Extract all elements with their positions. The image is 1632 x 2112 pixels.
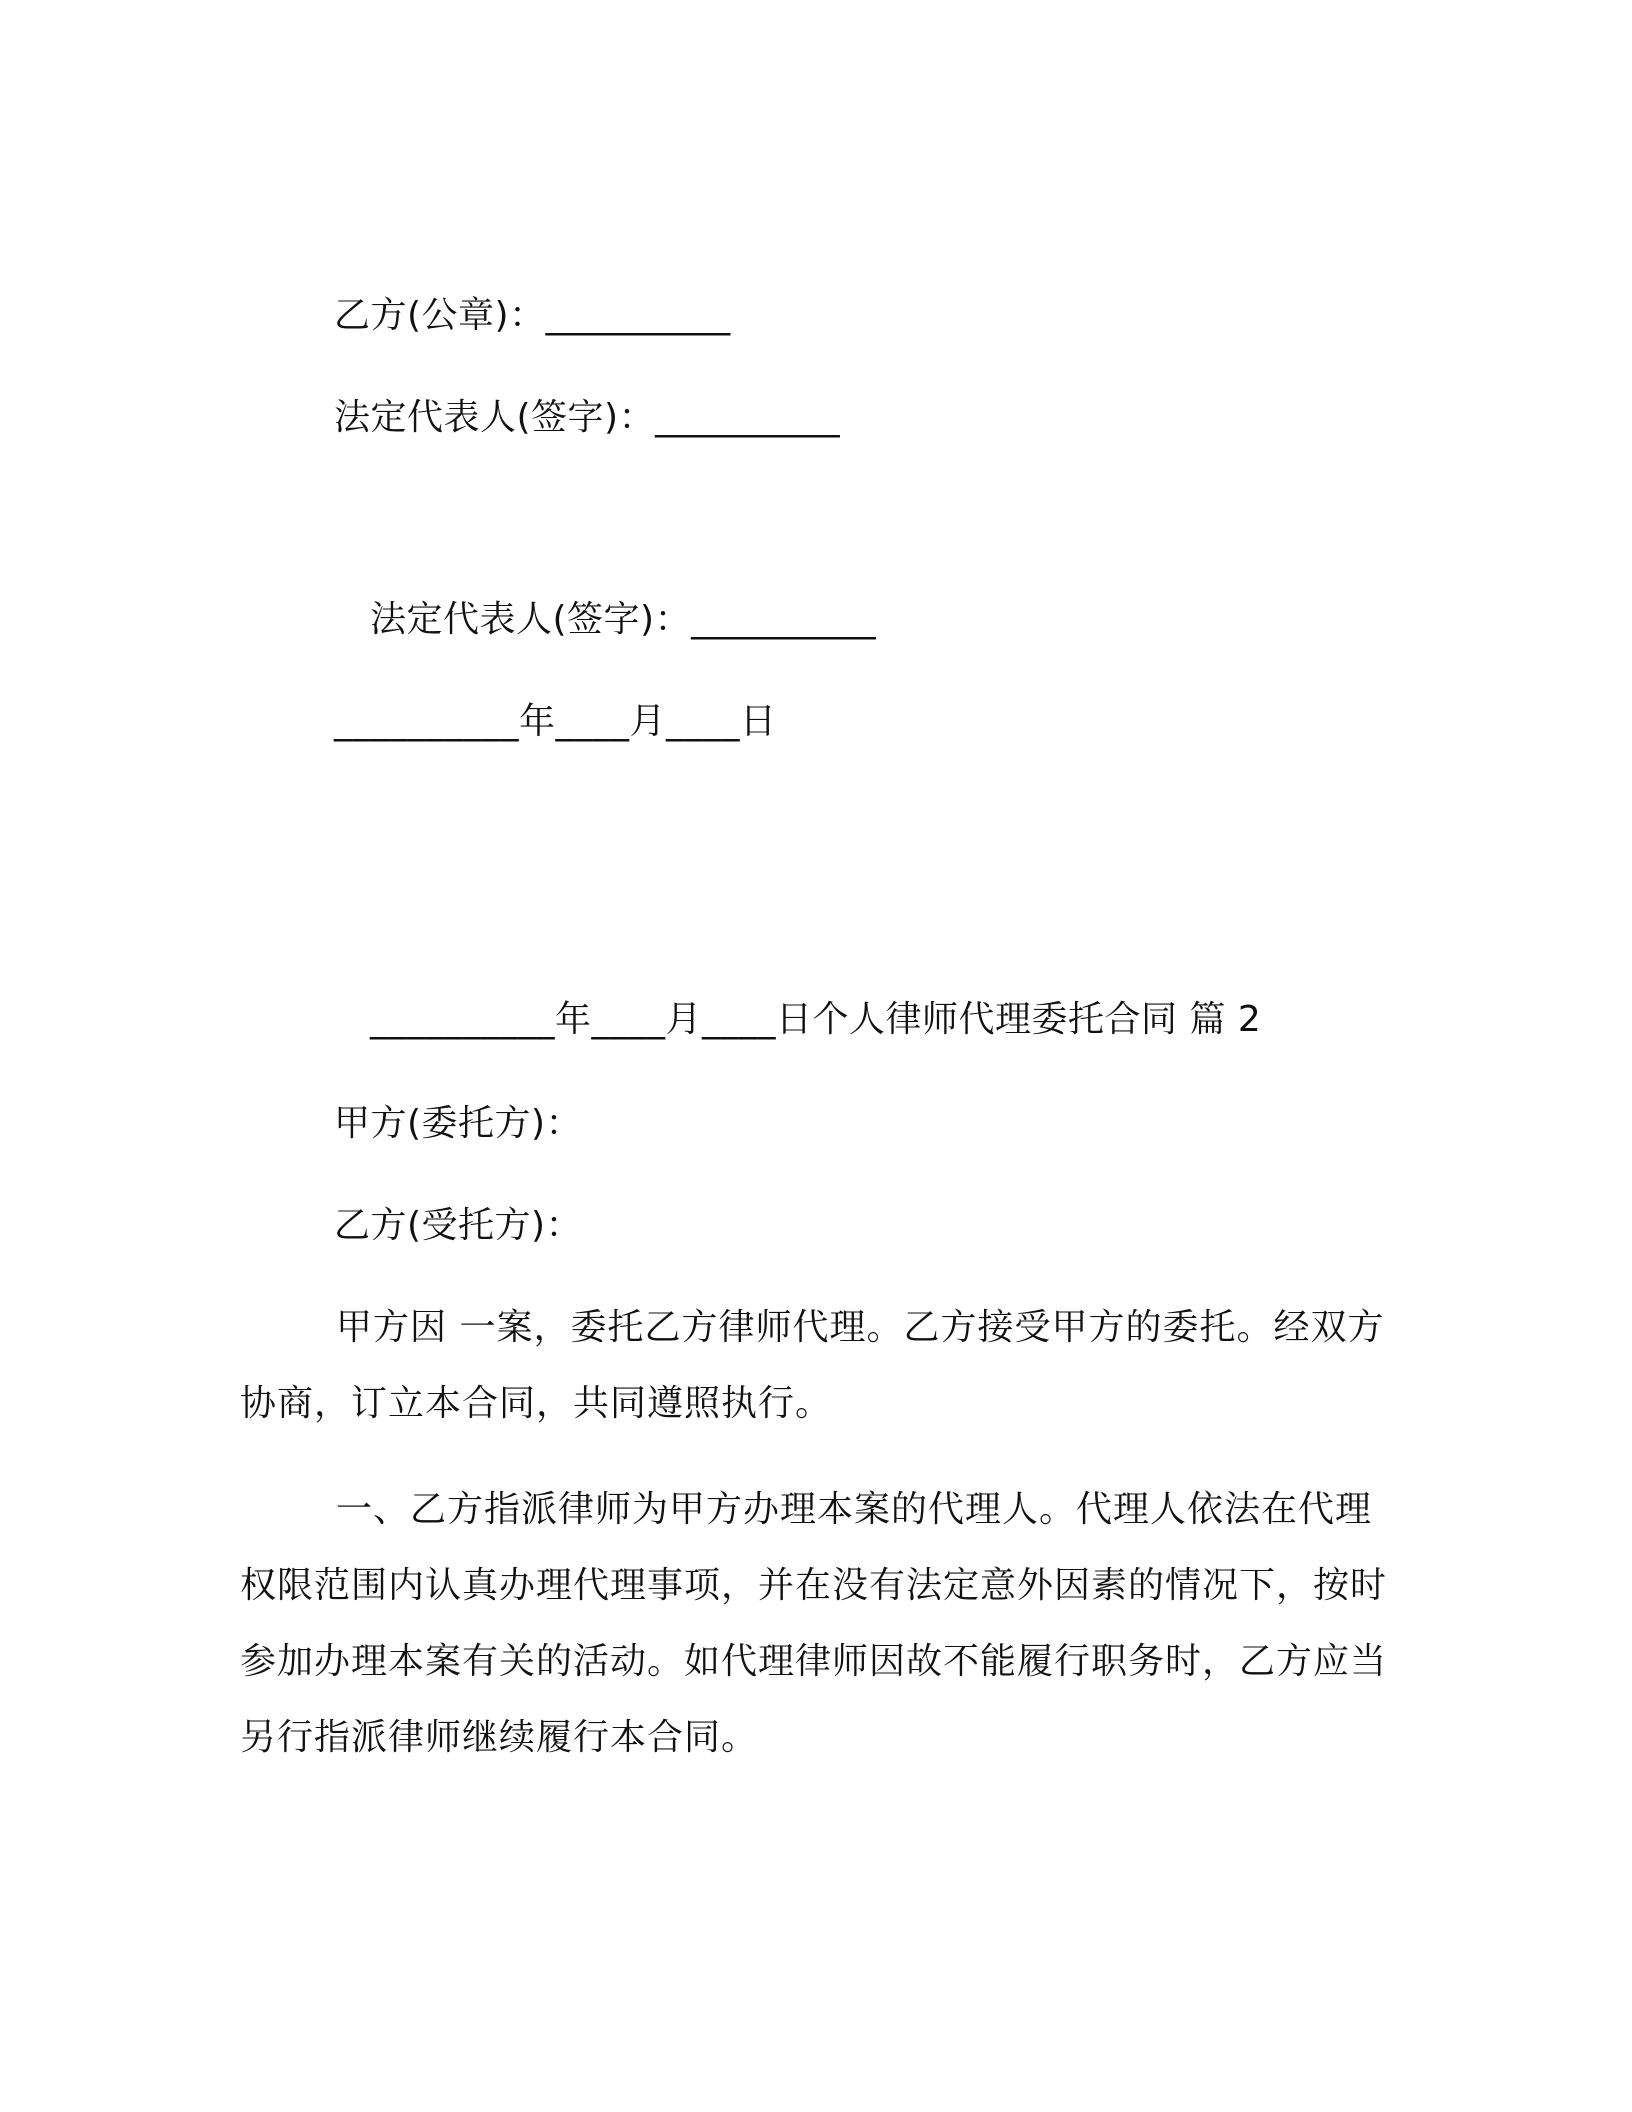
legal-representative-signature-line: 法定代表人(签字)：__________	[334, 397, 841, 438]
contract-title: __________年____月____日个人律师代理委托合同 篇 2	[370, 999, 1262, 1040]
party-b-label: 乙方(受托方)：	[334, 1205, 583, 1246]
party-b-seal-line: 乙方(公章)：__________	[334, 295, 731, 336]
party-a-label: 甲方(委托方)：	[334, 1103, 583, 1144]
intro-paragraph: 甲方因 一案，委托乙方律师代理。乙方接受甲方的委托。经双方协商，订立本合同，共同遵照执行。	[240, 1307, 1385, 1424]
clause-1-paragraph: 一、乙方指派律师为甲方办理本案的代理人。代理人依法在代理权限范围内认真办理代理事项，并在没有法定意外因素的情况下，按时参加办理本案有关的活动。如代理律师因故不能履行职务时，乙方应当另行指派律师继续履行本合同。	[240, 1489, 1388, 1758]
signing-date-line: __________年____月____日	[334, 701, 777, 742]
legal-representative-signature-line-2: 法定代表人(签字)：__________	[370, 599, 877, 640]
